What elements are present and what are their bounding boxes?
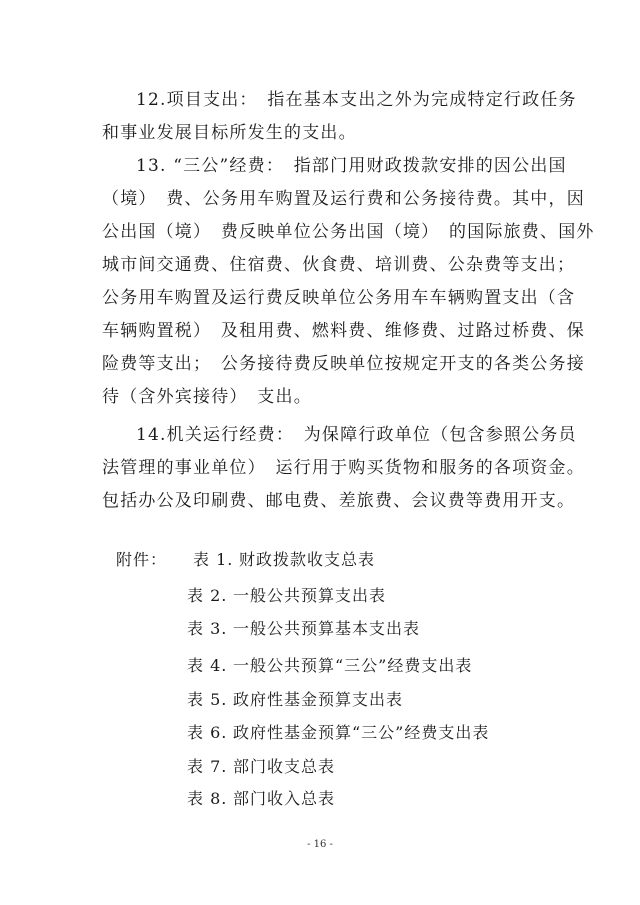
attachment-number: 表 4. [187,656,228,675]
attachment-item [187,720,489,743]
paragraph-line: 公出国（境） 费反映单位公务出国（境） 的国际旅费、国外 [102,222,595,242]
attachment-number: 表 3. [187,619,228,638]
attachment-number: 表 2. [187,586,228,605]
attachment-item [187,786,335,809]
attachment-item [187,754,335,777]
attachment-title: 一般公共预算“三公”经费支出表 [233,656,473,675]
paragraph-line: （境） 费、公务用车购置及运行费和公务接待费。其中，因 [102,189,585,209]
attachment-item [187,653,472,676]
attachment-number: 表 1. [193,550,234,569]
attachment-item [193,547,375,570]
attachments-label: 附件： [116,550,168,569]
paragraph-item-14 [102,419,585,518]
attachment-title: 政府性基金预算支出表 [233,690,404,709]
attachment-number: 表 7. [187,757,228,776]
paragraph-line: 公务用车购置及运行费反映单位公务用车车辆购置支出（含 [102,288,576,308]
paragraph-line: 13. “三公”经费： 指部门用财政拨款安排的因公出国 [136,156,567,176]
paragraph-line: 城市间交通费、住宿费、伙食费、培训费、公杂费等支出； [102,255,576,275]
attachment-item [187,616,420,639]
attachment-item [187,583,386,606]
attachment-item [187,687,403,710]
paragraph-line: 12.项目支出： 指在基本支出之外为完成特定行政任务 [136,90,577,110]
paragraph-item-13 [102,150,595,414]
paragraph-line: 险费等支出； 公务接待费反映单位按规定开支的各类公务接 [102,354,585,374]
paragraph-line: 包括办公及印刷费、邮电费、差旅费、会议费等费用开支。 [102,491,576,511]
paragraph-line: 待（含外宾接待） 支出。 [102,387,312,407]
paragraph-item-12 [102,84,577,150]
attachment-title: 部门收支总表 [233,757,336,776]
paragraph-line: 车辆购置税） 及租用费、燃料费、维修费、过路过桥费、保 [102,321,585,341]
attachment-title: 财政拨款收支总表 [239,550,376,569]
paragraph-line: 和事业发展目标所发生的支出。 [102,123,357,143]
attachment-number: 表 5. [187,690,228,709]
paragraph-line: 法管理的事业单位） 运行用于购买货物和服务的各项资金。 [102,458,585,478]
page-number: - 16 - [307,839,333,850]
attachment-number: 表 8. [187,789,228,808]
attachment-title: 政府性基金预算“三公”经费支出表 [233,723,490,742]
attachment-number: 表 6. [187,723,228,742]
paragraph-line: 14.机关运行经费： 为保障行政单位（包含参照公务员 [136,425,577,445]
attachment-title: 一般公共预算支出表 [233,586,387,605]
attachment-title: 部门收入总表 [233,789,336,808]
attachment-title: 一般公共预算基本支出表 [233,619,421,638]
